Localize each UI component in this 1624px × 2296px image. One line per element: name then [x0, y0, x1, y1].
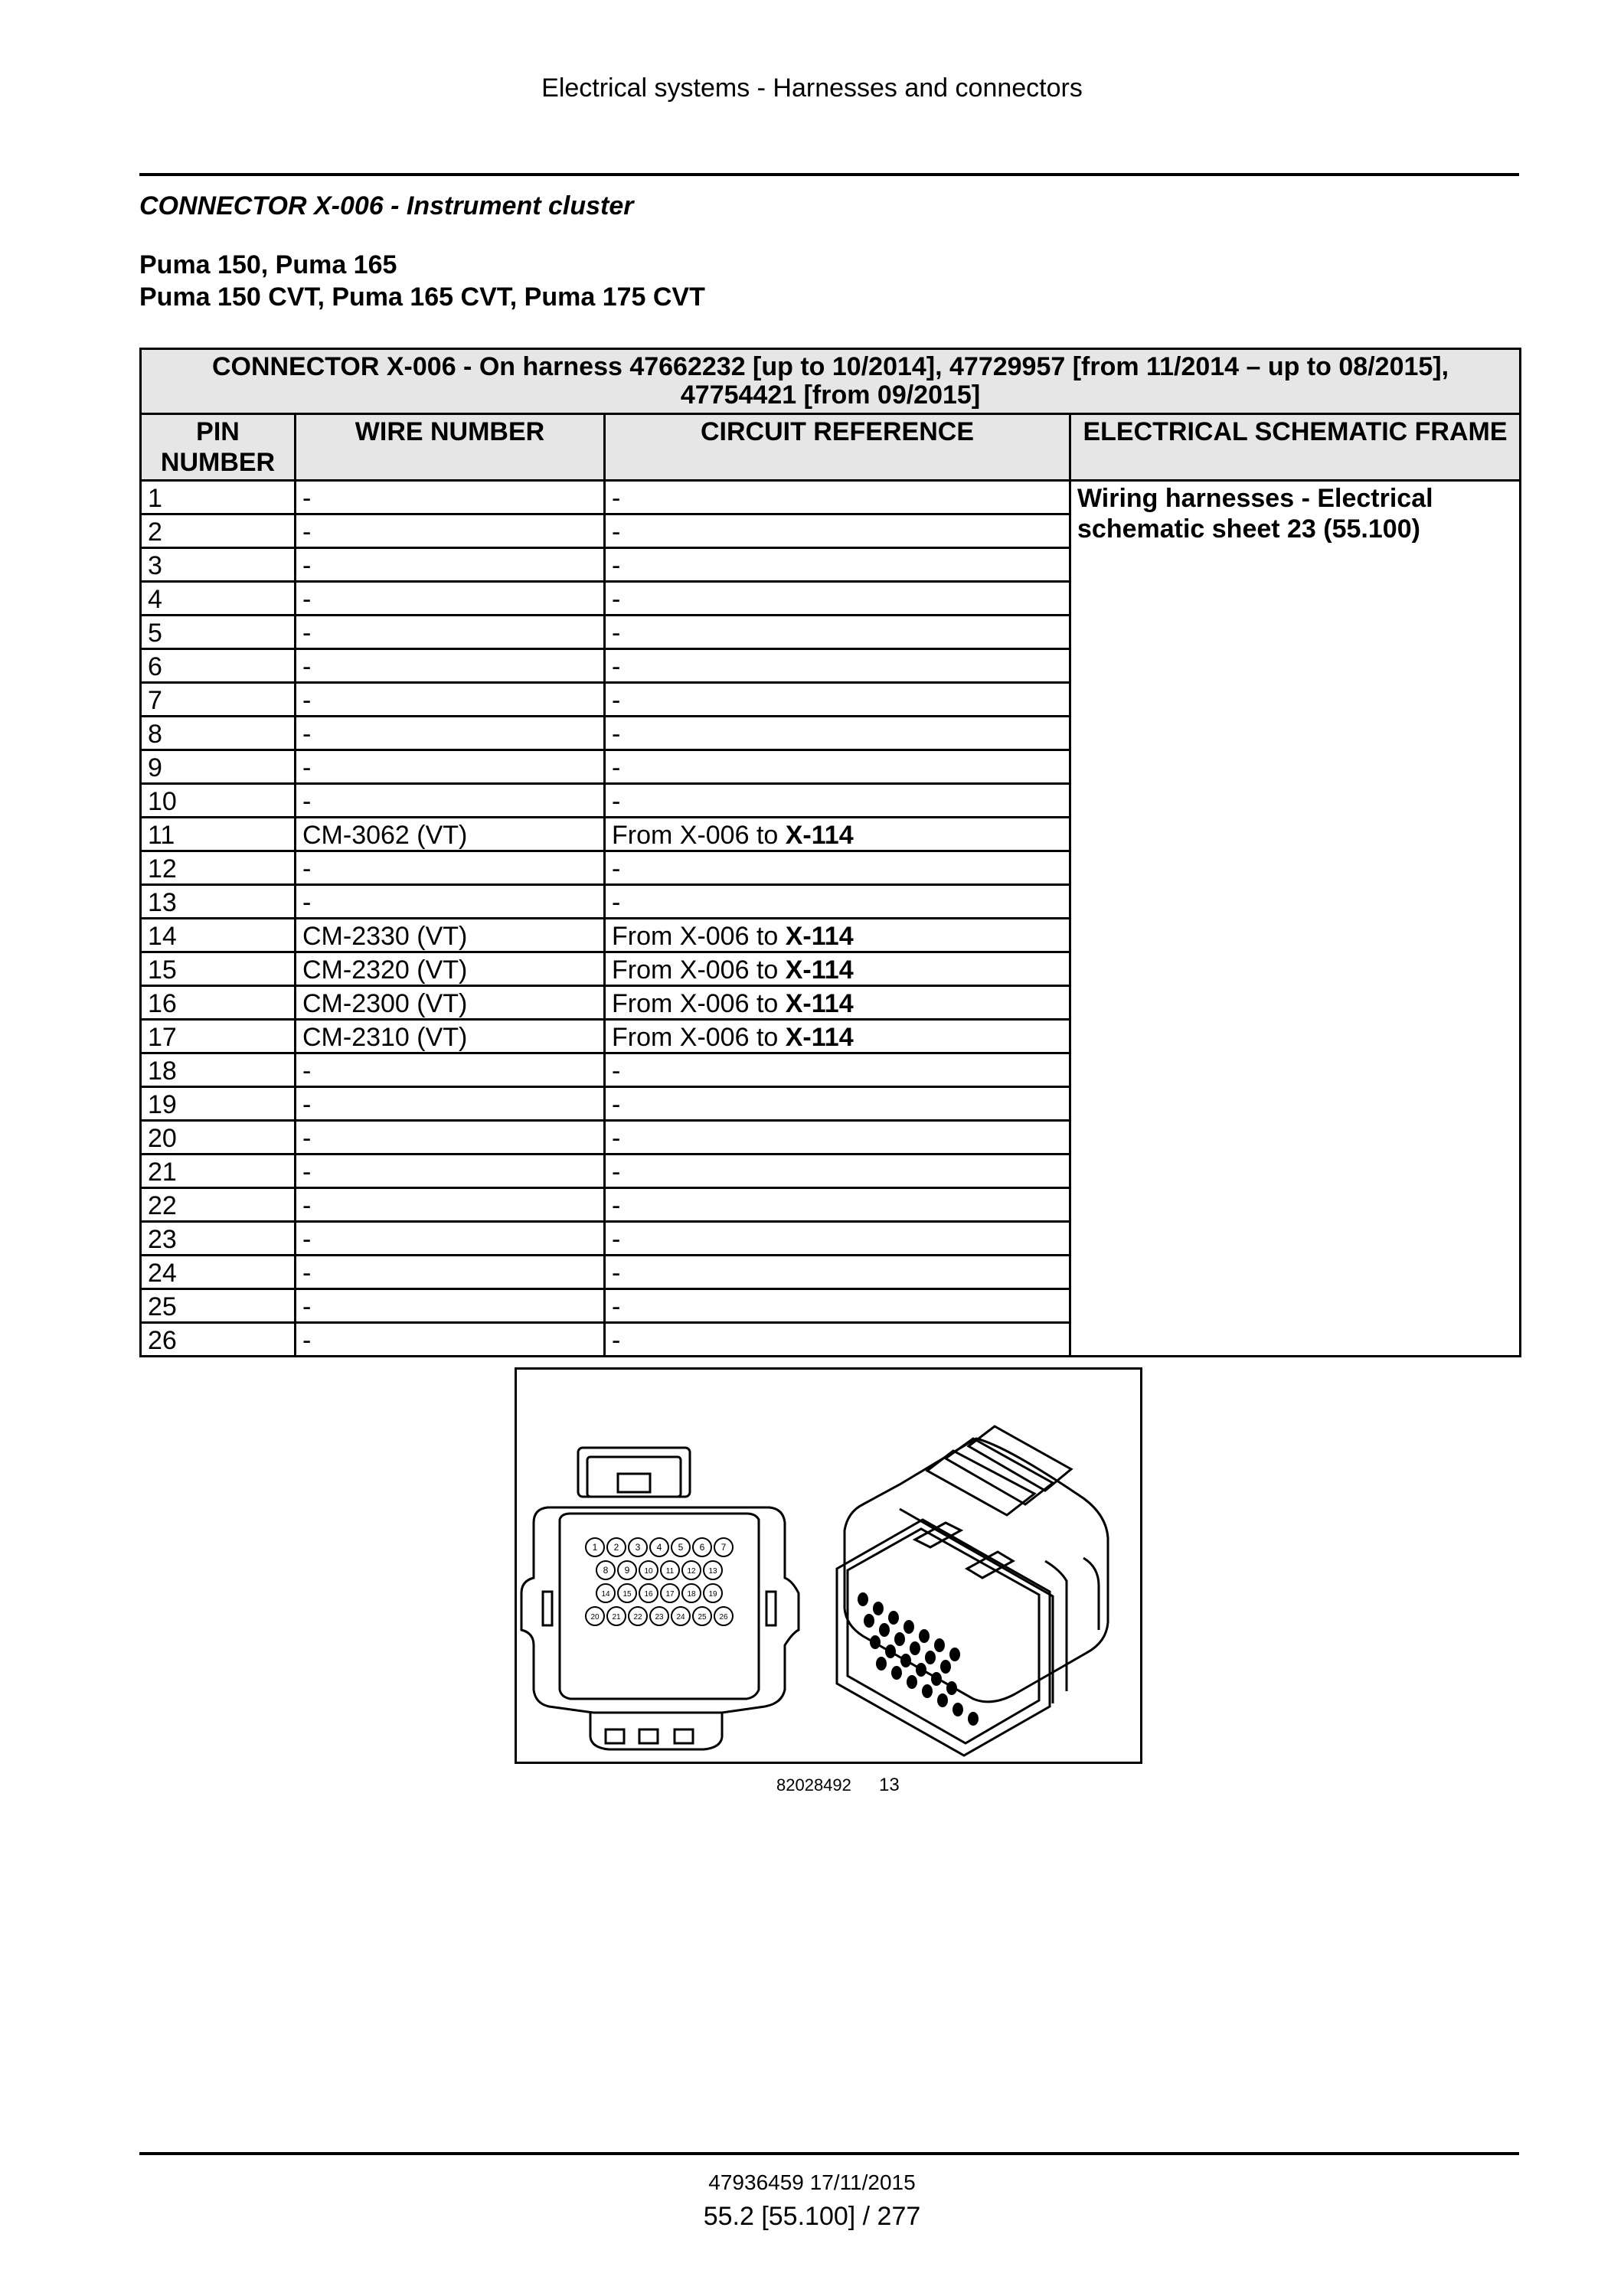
pin-label: 8 [603, 1565, 609, 1576]
circuit-text: - [612, 888, 621, 917]
pin-label: 5 [678, 1542, 684, 1553]
wire-cell: - [296, 616, 605, 649]
pin-cell: 9 [141, 750, 296, 784]
pin-label: 26 [719, 1613, 728, 1622]
circuit-cell [605, 885, 1070, 919]
pin-label: 2 [613, 1542, 619, 1553]
pin-cell: 3 [141, 548, 296, 582]
circuit-target-connector: X-114 [785, 821, 854, 850]
circuit-cell [605, 818, 1070, 851]
circuit-text: - [612, 1326, 621, 1355]
circuit-text: - [612, 1191, 621, 1220]
circuit-target-connector: X-114 [785, 1023, 854, 1052]
circuit-text: - [612, 551, 621, 580]
circuit-cell [605, 616, 1070, 649]
pin-label: 3 [635, 1542, 641, 1553]
pin-label: 7 [721, 1542, 727, 1553]
pin-hole [940, 1660, 951, 1674]
pin-label: 12 [687, 1567, 696, 1576]
circuit-text: - [612, 686, 621, 715]
circuit-text: - [612, 1259, 621, 1288]
pin-hole [925, 1651, 936, 1664]
pin-label: 10 [644, 1567, 653, 1576]
circuit-cell [605, 481, 1070, 514]
circuit-cell [605, 649, 1070, 683]
circuit-text: - [612, 787, 621, 816]
circuit-cell [605, 582, 1070, 616]
footer-page-number: 55.2 [55.100] / 277 [703, 2202, 921, 2231]
pin-hole [931, 1672, 942, 1686]
pin-hole [910, 1641, 920, 1655]
pin-cell: 13 [141, 885, 296, 919]
circuit-text: From X-006 to [612, 955, 786, 985]
pin-cell: 21 [141, 1155, 296, 1188]
circuit-cell [605, 1121, 1070, 1155]
circuit-text: - [612, 585, 621, 614]
pin-hole [903, 1620, 914, 1634]
pin-cell: 19 [141, 1087, 296, 1121]
column-header-row [141, 414, 1521, 481]
circuit-cell [605, 717, 1070, 750]
circuit-text: - [612, 619, 621, 648]
column-header-frame: ELECTRICAL SCHEMATIC FRAME [1070, 414, 1521, 481]
wire-cell: - [296, 1087, 605, 1121]
wire-cell: - [296, 1053, 605, 1087]
pin-cell: 4 [141, 582, 296, 616]
circuit-cell [605, 1020, 1070, 1053]
wire-cell: - [296, 1121, 605, 1155]
circuit-target-connector: X-114 [785, 955, 854, 985]
pin-label: 20 [590, 1613, 600, 1622]
pin-hole [953, 1703, 963, 1716]
connector-illustration [515, 1367, 1142, 1764]
pin-cell: 24 [141, 1256, 296, 1289]
pin-hole [922, 1684, 933, 1698]
wire-cell: - [296, 1323, 605, 1357]
pin-cell: 18 [141, 1053, 296, 1087]
table-caption-line: CONNECTOR X-006 - On harness 47662232 [up to 10/2014], 47729957 [from 11/2014 – up to 08/2015], [211, 352, 1449, 381]
pin-cell: 8 [141, 717, 296, 750]
connector-perspective-view [837, 1426, 1108, 1755]
circuit-text: - [612, 484, 621, 513]
pin-hole [885, 1644, 896, 1658]
pin-hole [894, 1632, 905, 1646]
pin-label: 1 [592, 1542, 598, 1553]
pin-hole [916, 1663, 926, 1677]
wire-cell: - [296, 683, 605, 717]
pin-cell: 15 [141, 952, 296, 986]
circuit-cell [605, 1323, 1070, 1357]
circuit-cell [605, 851, 1070, 885]
table-caption-line: 47754421 [from 09/2015] [680, 380, 981, 410]
pin-label: 24 [676, 1613, 685, 1622]
pin-label: 16 [644, 1590, 653, 1599]
pin-label: 22 [633, 1613, 642, 1622]
column-header-wire: WIRE NUMBER [296, 414, 605, 481]
pin-label: 21 [612, 1613, 621, 1622]
pin-hole [937, 1693, 948, 1707]
pin-label: 25 [698, 1613, 707, 1622]
circuit-text: - [612, 1292, 621, 1321]
column-header-pin: PIN NUMBER [141, 414, 296, 481]
circuit-cell [605, 784, 1070, 818]
pin-hole [891, 1666, 902, 1680]
pin-cell: 17 [141, 1020, 296, 1053]
pin-cell: 16 [141, 986, 296, 1020]
circuit-cell [605, 1188, 1070, 1222]
circuit-text: From X-006 to [612, 989, 786, 1018]
wire-cell: CM-2310 (VT) [296, 1020, 605, 1053]
figure-number: 13 [879, 1775, 900, 1795]
pin-cell: 25 [141, 1289, 296, 1323]
wire-cell: - [296, 1222, 605, 1256]
circuit-text: - [612, 1124, 621, 1153]
wire-cell: - [296, 514, 605, 548]
pin-cell: 2 [141, 514, 296, 548]
circuit-cell [605, 952, 1070, 986]
footer-rule [139, 2152, 1519, 2155]
circuit-target-connector: X-114 [785, 989, 854, 1018]
wire-cell: - [296, 1289, 605, 1323]
wire-cell: CM-2300 (VT) [296, 986, 605, 1020]
pin-hole [968, 1712, 979, 1726]
wire-cell: - [296, 582, 605, 616]
section-title: CONNECTOR X-006 - Instrument cluster [139, 191, 634, 220]
column-header-circuit: CIRCUIT REFERENCE [605, 414, 1070, 481]
pin-cell: 1 [141, 481, 296, 514]
wire-cell: - [296, 784, 605, 818]
wire-cell: - [296, 1155, 605, 1188]
circuit-text: - [612, 720, 621, 749]
wire-cell: - [296, 885, 605, 919]
circuit-text: - [612, 1225, 621, 1254]
circuit-text: - [612, 652, 621, 681]
pin-label: 4 [656, 1542, 662, 1553]
pin-hole [870, 1635, 881, 1649]
circuit-target-connector: X-114 [785, 922, 854, 951]
pin-label: 15 [622, 1590, 632, 1599]
figure-image-id: 82028492 [776, 1775, 851, 1795]
pin-grid [586, 1538, 733, 1625]
schematic-frame-cell: Wiring harnesses - Electrical schematic sheet 23 (55.100) [1070, 481, 1521, 1357]
wire-cell: - [296, 649, 605, 683]
pin-label: 6 [699, 1542, 705, 1553]
pin-cell: 26 [141, 1323, 296, 1357]
circuit-cell [605, 1087, 1070, 1121]
pin-label: 18 [687, 1590, 696, 1599]
pin-label: 11 [665, 1567, 675, 1576]
circuit-cell [605, 1053, 1070, 1087]
pin-label: 9 [624, 1565, 630, 1576]
table-row [141, 481, 1521, 514]
model-list [139, 249, 705, 313]
wire-cell: - [296, 1188, 605, 1222]
pin-cell: 6 [141, 649, 296, 683]
pin-hole [888, 1611, 899, 1625]
pin-cell: 12 [141, 851, 296, 885]
pin-cell: 7 [141, 683, 296, 717]
pin-hole [864, 1614, 874, 1628]
wire-cell: - [296, 1256, 605, 1289]
footer-doc-id: 47936459 17/11/2015 [708, 2170, 916, 2194]
circuit-cell [605, 750, 1070, 784]
connector-table [139, 348, 1521, 1357]
figure-caption [776, 1775, 900, 1796]
pin-hole [919, 1629, 930, 1643]
wire-cell: CM-2320 (VT) [296, 952, 605, 986]
pin-cell: 22 [141, 1188, 296, 1222]
wire-cell: - [296, 481, 605, 514]
wire-cell: - [296, 548, 605, 582]
circuit-cell [605, 919, 1070, 952]
circuit-text: - [612, 518, 621, 547]
pin-hole [907, 1675, 917, 1689]
pin-hole [934, 1638, 945, 1652]
pin-cell: 23 [141, 1222, 296, 1256]
pin-label: 13 [708, 1567, 717, 1576]
table-body [141, 481, 1521, 1357]
circuit-cell [605, 548, 1070, 582]
circuit-cell [605, 1289, 1070, 1323]
wire-cell: CM-3062 (VT) [296, 818, 605, 851]
page-header: Electrical systems - Harnesses and connectors [541, 73, 1083, 103]
circuit-text: From X-006 to [612, 821, 786, 850]
pin-hole [900, 1654, 911, 1667]
circuit-cell [605, 1155, 1070, 1188]
circuit-text: From X-006 to [612, 1023, 786, 1052]
wire-cell: CM-2330 (VT) [296, 919, 605, 952]
circuit-text: - [612, 854, 621, 883]
pin-cell: 11 [141, 818, 296, 851]
wire-cell: - [296, 750, 605, 784]
circuit-text: - [612, 1158, 621, 1187]
wire-cell: - [296, 851, 605, 885]
circuit-cell [605, 683, 1070, 717]
circuit-cell [605, 1256, 1070, 1289]
pin-label: 14 [601, 1590, 610, 1599]
pin-hole [858, 1592, 868, 1606]
circuit-cell [605, 986, 1070, 1020]
pin-cell: 5 [141, 616, 296, 649]
pin-cell: 20 [141, 1121, 296, 1155]
connector-drawing [517, 1370, 1140, 1762]
pin-cell: 14 [141, 919, 296, 952]
circuit-cell [605, 514, 1070, 548]
circuit-cell [605, 1222, 1070, 1256]
pin-hole [876, 1657, 887, 1671]
circuit-text: From X-006 to [612, 922, 786, 951]
pin-hole [946, 1681, 957, 1695]
pin-cell: 10 [141, 784, 296, 818]
pin-label: 17 [665, 1590, 675, 1599]
pin-hole [879, 1623, 890, 1637]
pin-label: 19 [708, 1590, 717, 1599]
table-caption [141, 349, 1521, 414]
wire-cell: - [296, 717, 605, 750]
pin-label: 23 [655, 1613, 664, 1622]
pin-hole [949, 1648, 960, 1661]
circuit-text: - [612, 753, 621, 782]
circuit-text: - [612, 1090, 621, 1119]
circuit-text: - [612, 1057, 621, 1086]
connector-face-view [521, 1448, 799, 1749]
model-line: Puma 150, Puma 165 [139, 250, 397, 279]
header-rule [139, 173, 1519, 176]
model-line: Puma 150 CVT, Puma 165 CVT, Puma 175 CVT [139, 283, 705, 312]
pin-hole [873, 1602, 884, 1615]
